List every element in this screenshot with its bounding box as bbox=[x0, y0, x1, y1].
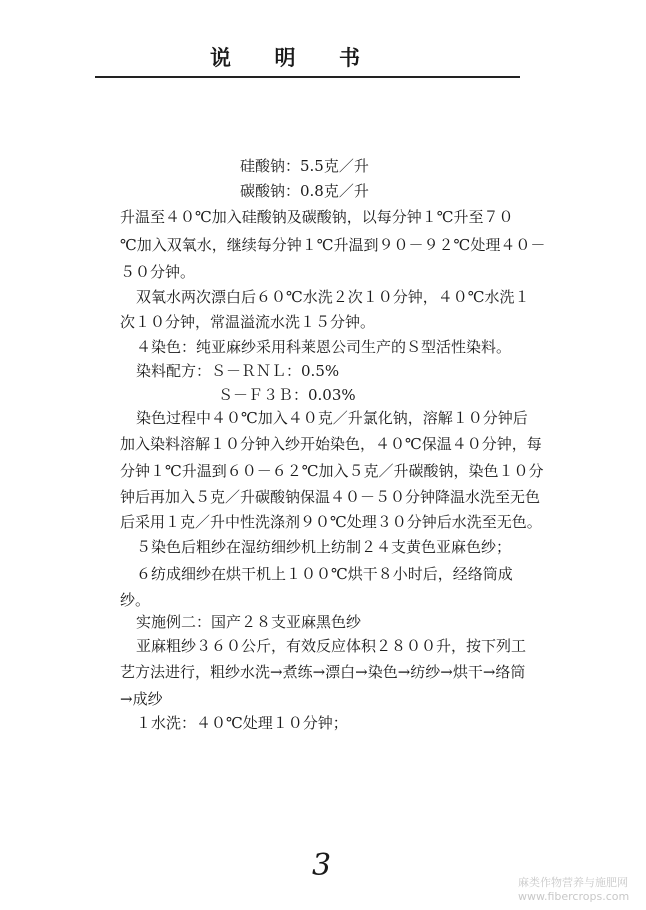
text-line: ５０分钟。 bbox=[120, 263, 196, 281]
watermark bbox=[518, 876, 629, 904]
text-line: 加入染料溶解１０分钟入纱开始染色，４０℃保温４０分钟，每 bbox=[120, 435, 542, 453]
page-number: 3 bbox=[312, 848, 332, 883]
text-line: １水洗：４０℃处理１０分钟； bbox=[136, 714, 348, 732]
text-line: Ｓ－Ｆ３Ｂ：0.03% bbox=[218, 386, 356, 404]
watermark-line: www.fibercrops.com bbox=[518, 890, 630, 903]
page-title bbox=[210, 42, 360, 72]
text-line: 染料配方：Ｓ－ＲＮＬ：0.5% bbox=[136, 362, 340, 380]
text-line: 艺方法进行，粗纱水洗→煮练→漂白→染色→纺纱→烘干→络筒 bbox=[120, 663, 526, 681]
title-char: 说 bbox=[210, 45, 231, 70]
text-line: 亚麻粗纱３６０公斤，有效反应体积２８００升，按下列工 bbox=[136, 637, 527, 655]
text-line: 碳酸钠：0.8克／升 bbox=[240, 182, 369, 200]
text-line: 双氧水两次漂白后６０℃水洗２次１０分钟，４０℃水洗１ bbox=[136, 288, 530, 306]
text-line: 后采用１克／升中性洗涤剂９０℃处理３０分钟后水洗至无色。 bbox=[120, 513, 542, 531]
text-line: 次１０分钟，常温溢流水洗１５分钟。 bbox=[120, 313, 376, 331]
text-line: ５染色后粗纱在湿纺细纱机上纺制２４支黄色亚麻色纱； bbox=[136, 538, 512, 556]
text-line: ４染色：纯亚麻纱采用科莱恩公司生产的Ｓ型活性染料。 bbox=[136, 338, 512, 356]
text-line: ℃加入双氧水，继续每分钟１℃升温到９０－９２℃处理４０－ bbox=[120, 236, 546, 254]
text-line: 升温至４０℃加入硅酸钠及碳酸钠，以每分钟１℃升至７０ bbox=[120, 208, 514, 226]
text-line: ６纺成细纱在烘干机上１００℃烘干８小时后，经络筒成 bbox=[136, 565, 513, 583]
text-line: 分钟１℃升温到６０－６２℃加入５克／升碳酸钠，染色１０分 bbox=[120, 462, 544, 480]
watermark-line: 麻类作物营养与施肥网 bbox=[518, 876, 628, 889]
text-line: 染色过程中４０℃加入４０克／升氯化钠，溶解１０分钟后 bbox=[136, 409, 528, 427]
text-line: 实施例二：国产２８支亚麻黑色纱 bbox=[136, 613, 362, 631]
text-line: 纱。 bbox=[120, 591, 151, 609]
title-char: 书 bbox=[339, 45, 360, 70]
header-rule bbox=[95, 76, 520, 78]
text-line: →成纱 bbox=[120, 690, 163, 708]
text-line: 硅酸钠：5.5克／升 bbox=[240, 157, 369, 175]
text-line: 钟后再加入５克／升碳酸钠保温４０－５０分钟降温水洗至无色 bbox=[120, 488, 541, 506]
title-char: 明 bbox=[274, 45, 296, 70]
